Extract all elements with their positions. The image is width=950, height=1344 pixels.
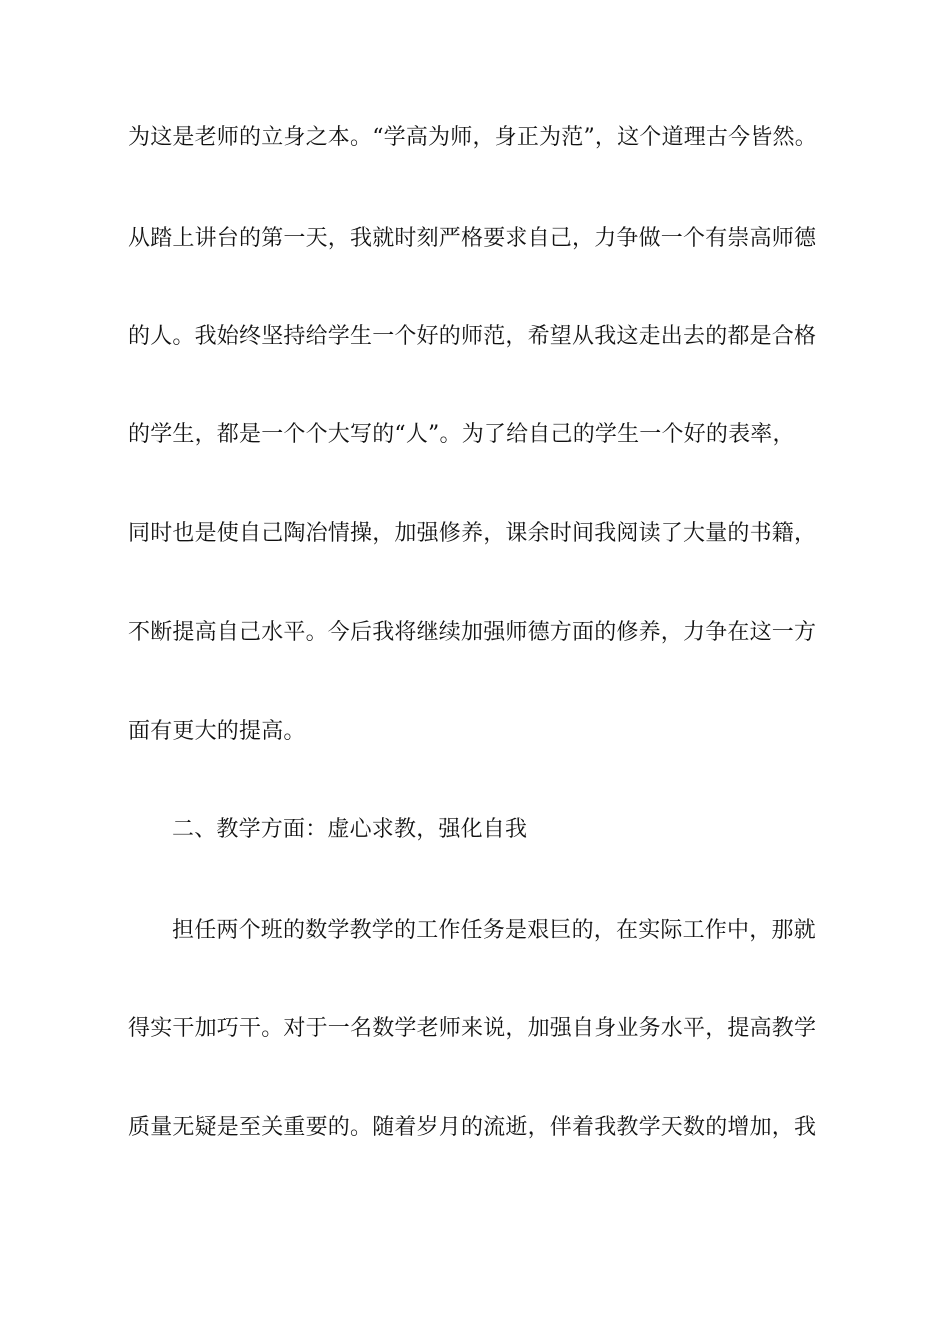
body-text-line: 的学生，都是一个个大写的“人”。为了给自己的学生一个好的表率， bbox=[128, 422, 795, 447]
body-text-line: 为这是老师的立身之本。“学高为师，身正为范”，这个道理古今皆然。 bbox=[128, 125, 817, 150]
body-text-line: 从踏上讲台的第一天，我就时刻严格要求自己，力争做一个有崇高师德 bbox=[128, 226, 817, 251]
body-text-line: 面有更大的提高。 bbox=[128, 719, 306, 744]
body-text-line: 同时也是使自己陶冶情操，加强修养，课余时间我阅读了大量的书籍， bbox=[128, 521, 817, 546]
body-text-line: 不断提高自己水平。今后我将继续加强师德方面的修养，力争在这一方 bbox=[128, 620, 817, 645]
body-text-line: 得实干加巧干。对于一名数学老师来说，加强自身业务水平，提高教学 bbox=[128, 1016, 817, 1041]
body-text-line: 担任两个班的数学教学的工作任务是艰巨的，在实际工作中，那就 bbox=[172, 918, 816, 943]
section-heading: 二、教学方面：虚心求教，强化自我 bbox=[172, 817, 528, 842]
body-text-line: 的人。我始终坚持给学生一个好的师范，希望从我这走出去的都是合格 bbox=[128, 324, 817, 349]
body-text-line: 质量无疑是至关重要的。随着岁月的流逝，伴着我教学天数的增加，我 bbox=[128, 1115, 817, 1140]
